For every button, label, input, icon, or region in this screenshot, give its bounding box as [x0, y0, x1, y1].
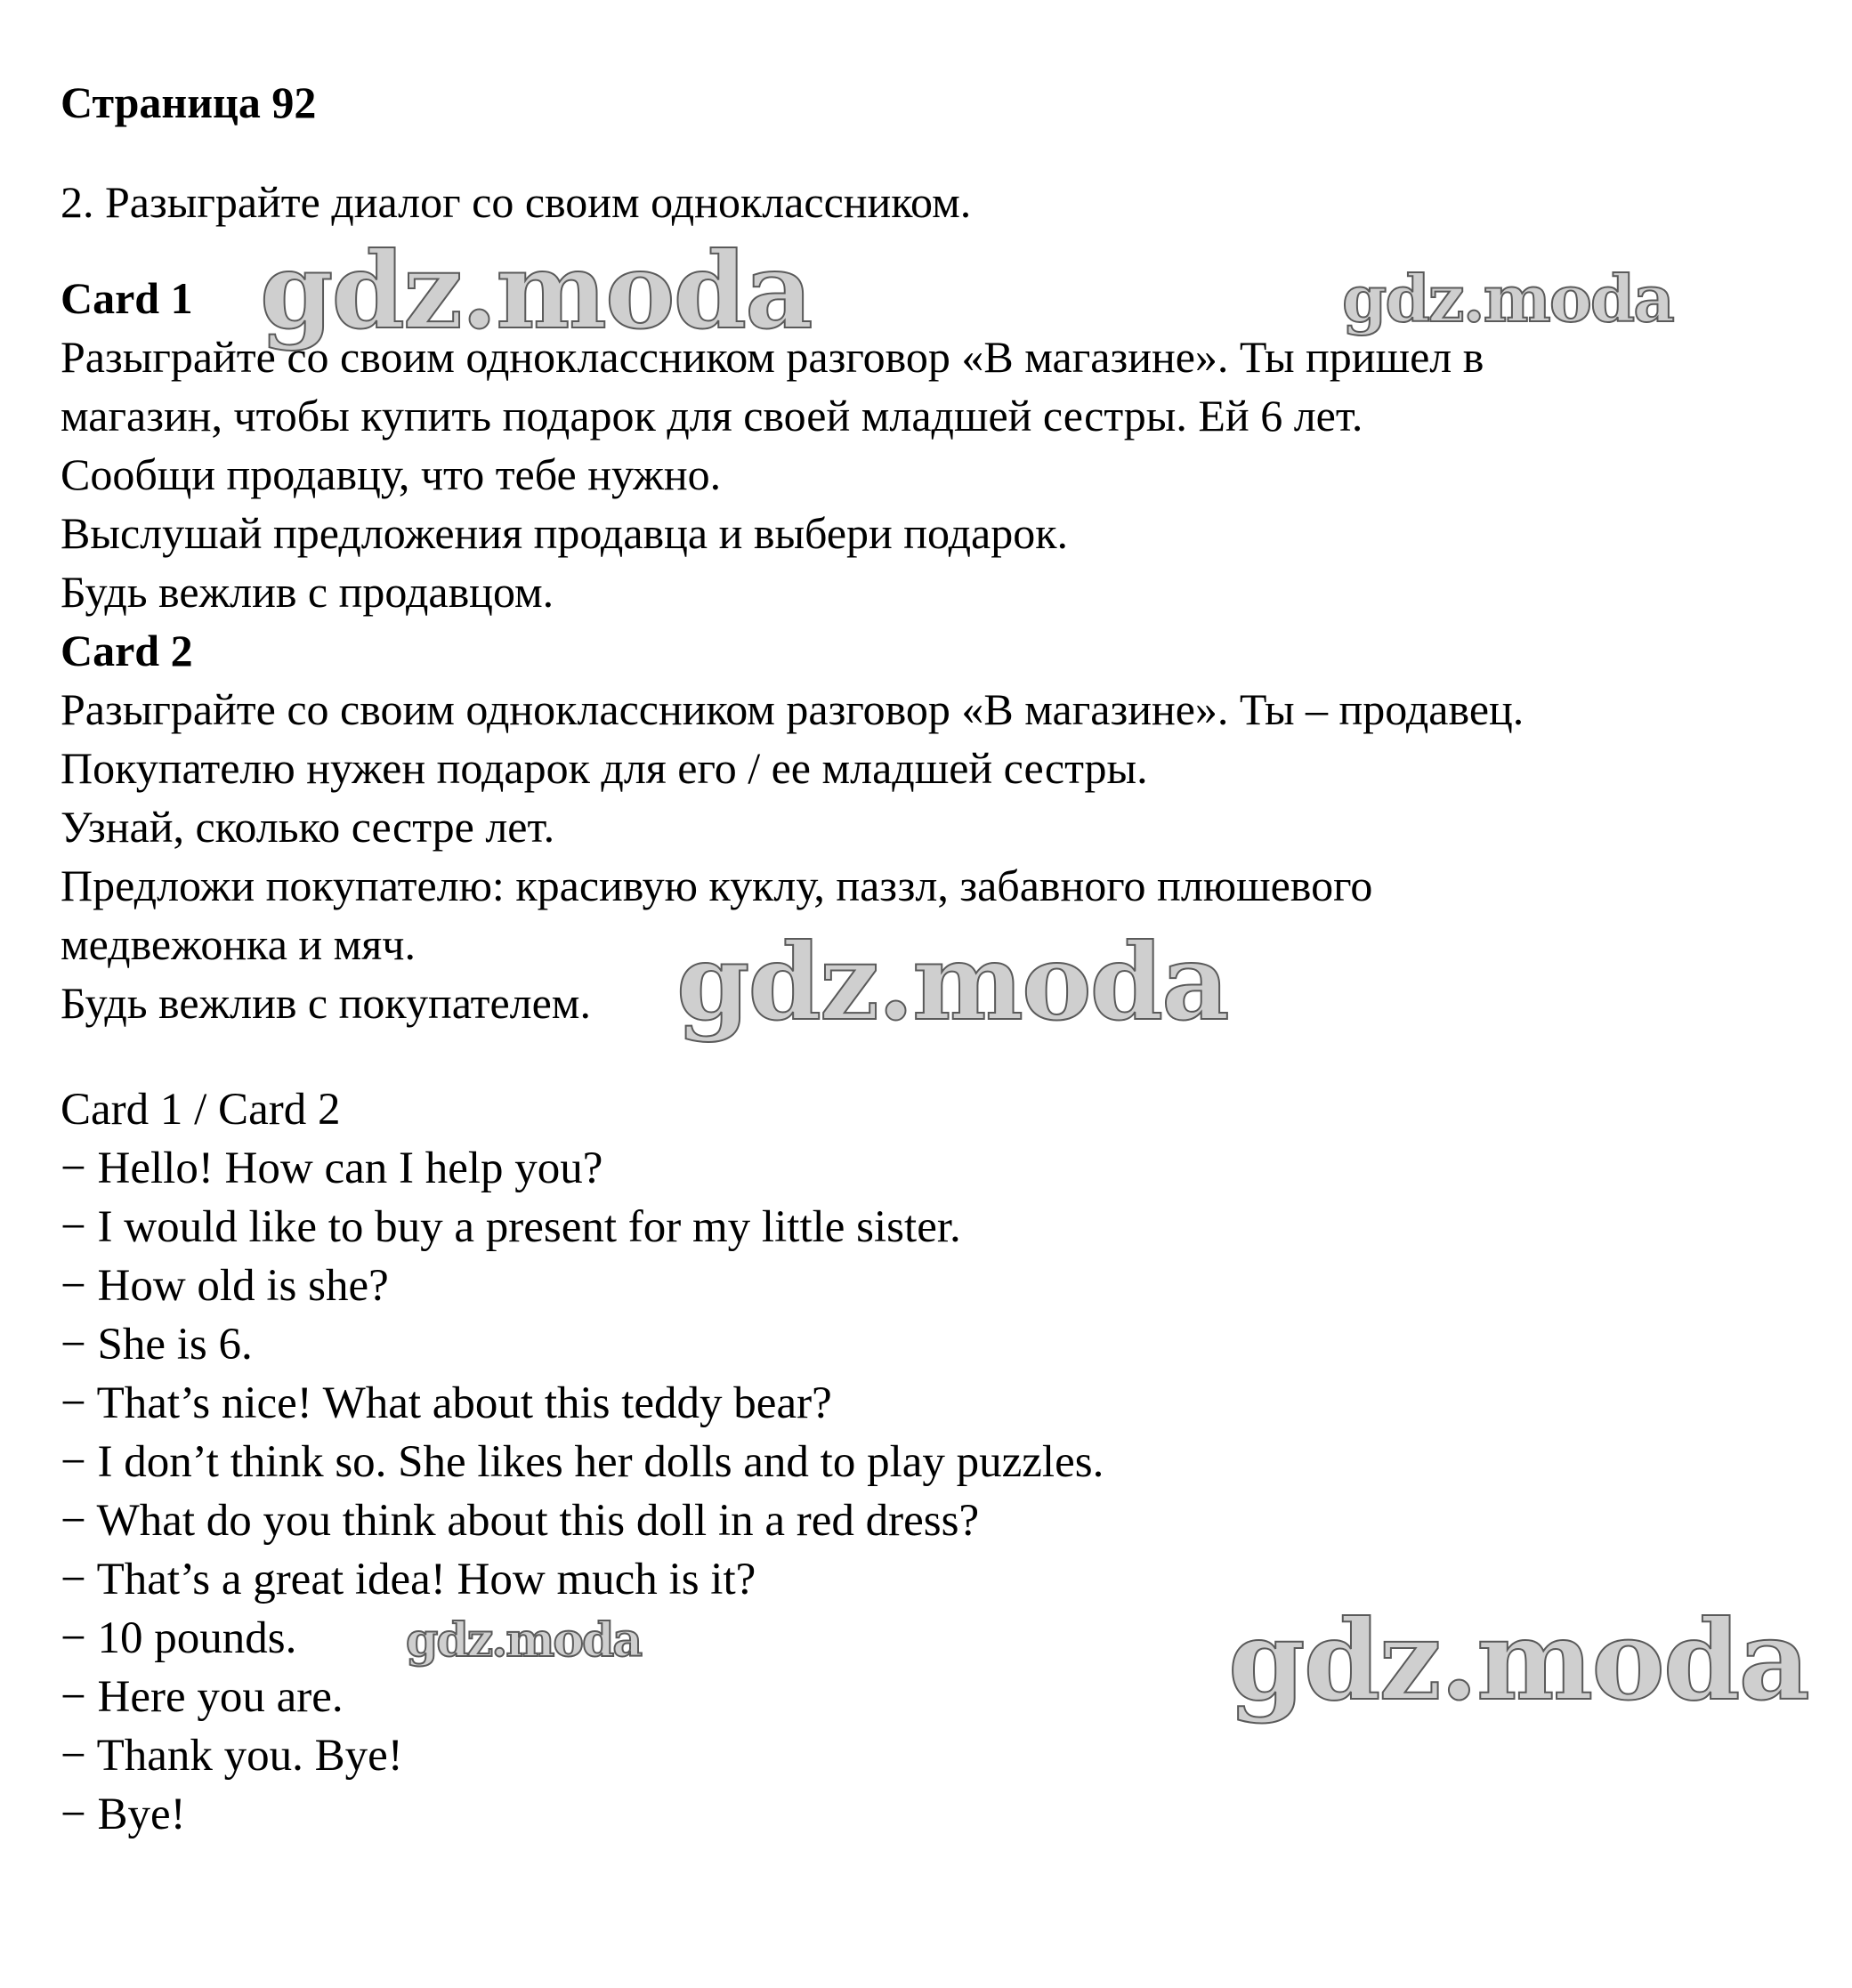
dialogue-line: − I would like to buy a present for my little sister. — [61, 1202, 961, 1252]
dialogue-line: − Thank you. Bye! — [61, 1731, 403, 1781]
watermark: gdz.moda — [1342, 261, 1673, 336]
watermark: gdz.moda — [676, 920, 1228, 1044]
watermark: gdz.moda — [406, 1613, 642, 1668]
dialogue-line: − I don’t think so. She likes her dolls and to play puzzles. — [61, 1437, 1104, 1487]
dialogue-line: − Bye! — [61, 1790, 186, 1839]
card-2-line: Будь вежлив с покупателем. — [61, 978, 591, 1028]
dialogue-line: − How old is she? — [61, 1261, 389, 1311]
card-1 — [61, 261, 1805, 621]
card-1-line: Будь вежлив с продавцом. — [61, 567, 554, 617]
card-2-line: Покупателю нужен подарок для его / ее младшей сестры. — [61, 743, 1148, 793]
card-2-line: Разыграйте со своим одноклассником разговор «В магазине». Ты – продавец. — [61, 684, 1524, 734]
watermark: gdz.moda — [260, 229, 812, 352]
card-1-line: магазин, чтобы купить подарок для своей младшей сестры. Ей 6 лет. — [61, 391, 1363, 440]
dialogue-line: − She is 6. — [61, 1320, 253, 1370]
document-page — [61, 71, 1805, 1844]
card-1-line: Выслушай предложения продавца и выбери подарок. — [61, 508, 1069, 558]
card-1-line: Разыграйте со своим одноклассником разговор «В магазине». Ты пришел в — [61, 332, 1484, 382]
card-2-line: Узнай, сколько сестре лет. — [61, 802, 555, 852]
card-2-line: Предложи покупателю: красивую куклу, паззл, забавного плюшевого — [61, 861, 1373, 910]
card-1-heading: Card 1 — [61, 273, 193, 323]
card-1-line: Сообщи продавцу, что тебе нужно. — [61, 449, 722, 499]
dialogue-line: − That’s nice! What about this teddy bear? — [61, 1378, 832, 1428]
card-2-line: медвежонка и мяч. — [61, 919, 416, 969]
dialogue-line: − Here you are. — [61, 1672, 344, 1722]
dialogue-line: − That’s a great idea! How much is it? — [61, 1555, 756, 1604]
watermark: gdz.moda — [1228, 1596, 1808, 1725]
dialogue — [61, 1080, 1805, 1844]
task-instruction: 2. Разыграйте диалог со своим одноклассником. — [61, 177, 972, 227]
dialogue-line: − What do you think about this doll in a red dress? — [61, 1496, 980, 1546]
card-2 — [61, 621, 1805, 1032]
page-title: Страница 92 — [61, 77, 317, 127]
dialogue-line: − Hello! How can I help you? — [61, 1144, 603, 1193]
dialogue-line: − 10 pounds. — [61, 1613, 297, 1663]
dialogue-heading: Card 1 / Card 2 — [61, 1085, 341, 1135]
card-2-heading: Card 2 — [61, 626, 193, 675]
